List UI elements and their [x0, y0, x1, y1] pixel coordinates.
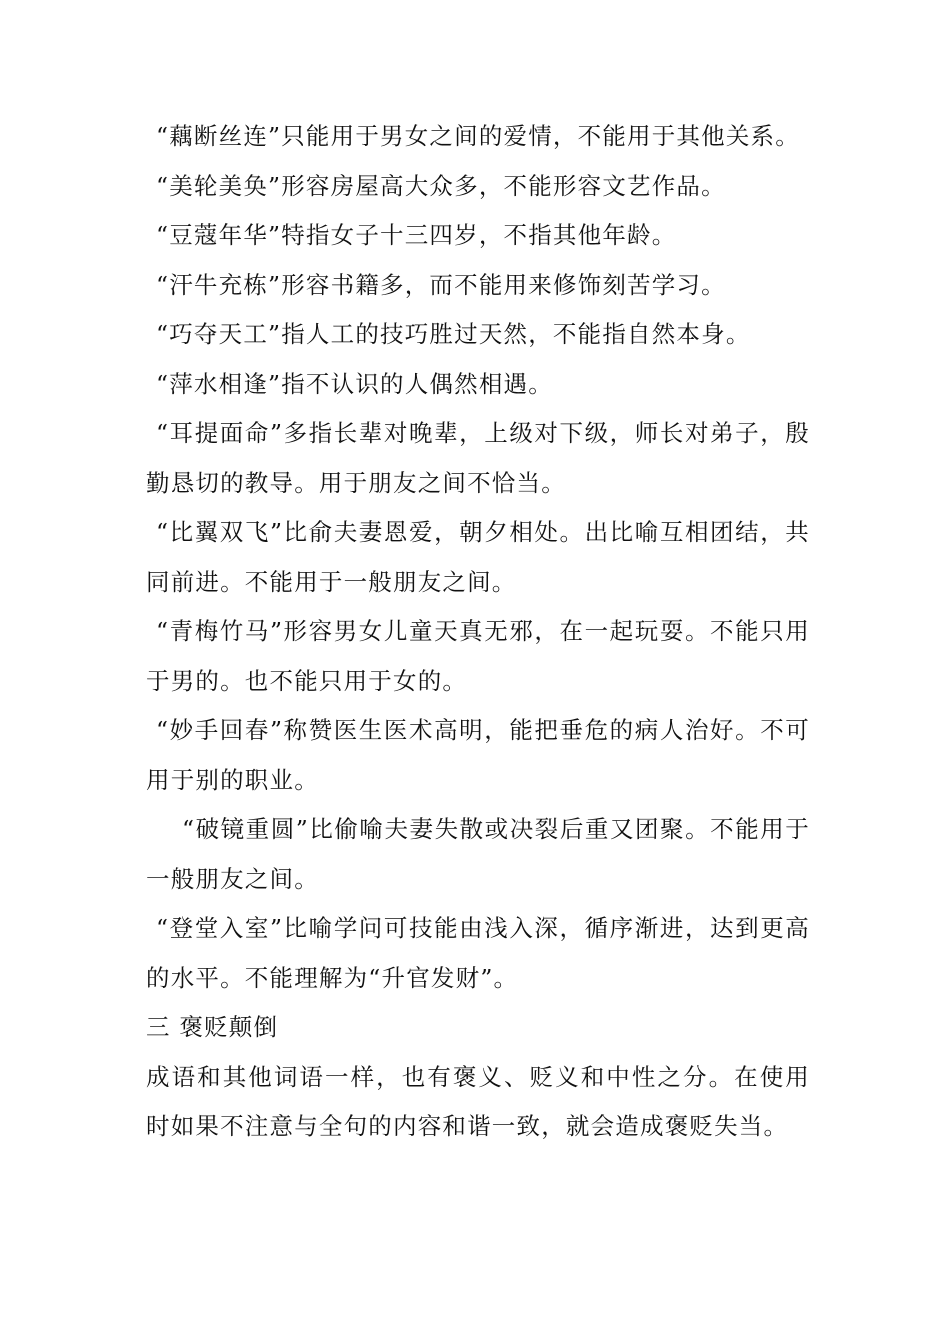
- paragraph-qingmeizhuma: “青梅竹马”形容男女儿童天真无邪，在一起玩耍。不能只用于男的。也不能只用于女的。: [146, 617, 810, 695]
- paragraph-dengtangrushi: “登堂入室”比喻学问可技能由浅入深，循序渐进，达到更高的水平。不能理解为“升官发财”。: [146, 914, 810, 992]
- paragraph-hanniuchongdong: “汗牛充栋”形容书籍多，而不能用来修饰刻苦学习。: [156, 270, 726, 299]
- paragraph-biyishuangfei: “比翼双飞”比俞夫妻恩爱，朝夕相处。出比喻互相团结，共同前进。不能用于一般朋友之间。: [146, 518, 810, 596]
- paragraph-ouduansilian: “藕断丝连”只能用于男女之间的爱情，不能用于其他关系。: [156, 122, 800, 150]
- paragraph-ertimianming: “耳提面命”多指长辈对晚辈，上级对下级，师长对弟子，殷勤恳切的教导。用于朋友之间不恰当。: [146, 419, 810, 497]
- document-body: [146, 112, 810, 1152]
- section-heading: 三 褒贬颠倒: [146, 1013, 279, 1041]
- paragraph-closing: 成语和其他词语一样，也有褒义、贬义和中性之分。在使用时如果不注意与全句的内容和谐一致，就会造成褒贬失当。: [146, 1062, 810, 1140]
- paragraph-doukounianhua: “豆蔻年华”特指女子十三四岁，不指其他年龄。: [156, 221, 677, 249]
- paragraph-miaoshouhuichun: “妙手回春”称赞医生医术高明，能把垂危的病人治好。不可用于别的职业。: [146, 716, 810, 794]
- paragraph-qiaoduotiangong: “巧夺天工”指人工的技巧胜过天然，不能指自然本身。: [156, 320, 751, 348]
- paragraph-pingshuixiangfeng: “萍水相逢”指不认识的人偶然相遇。: [156, 369, 553, 398]
- paragraph-meilunmeihuan: “美轮美奂”形容房屋高大众多，不能形容文艺作品。: [156, 171, 726, 200]
- paragraph-pojingchongyuan: “破镜重圆”比偷喻夫妻失散或决裂后重又团聚。不能用于一般朋友之间。: [146, 815, 810, 893]
